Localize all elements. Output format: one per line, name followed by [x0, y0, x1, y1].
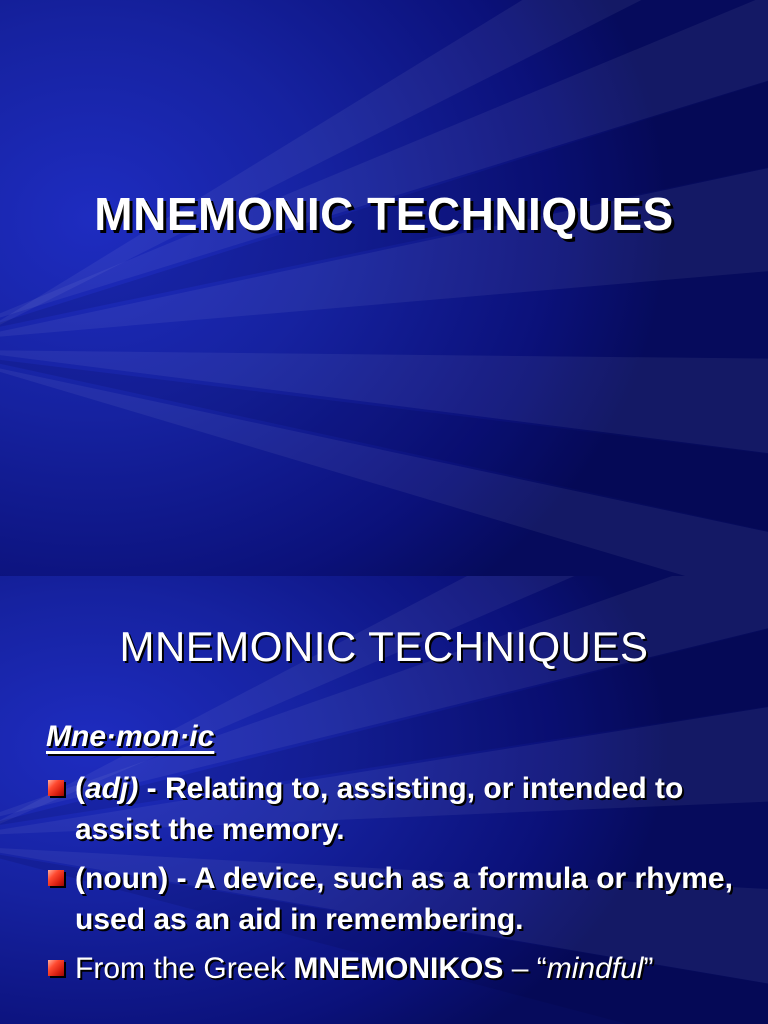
greek-word: MNEMONIKOS — [293, 952, 504, 985]
definition-slide — [0, 576, 768, 1024]
term-heading: Mne·mon·ic — [46, 720, 215, 753]
open-paren: ( — [75, 772, 85, 805]
etymology-dash: – “ — [503, 952, 547, 985]
closing-quote: ” — [643, 952, 654, 985]
etymology-lead: From the Greek — [75, 952, 294, 985]
red-square-bullet-icon — [48, 780, 64, 796]
list-item-noun — [46, 858, 746, 940]
slide-title: MNEMONIC TECHNIQUES — [119, 623, 649, 670]
red-square-bullet-icon — [48, 870, 64, 886]
red-square-bullet-icon — [48, 960, 64, 976]
list-item-adjective — [46, 768, 746, 850]
greek-meaning: mindful — [546, 952, 644, 985]
slide-title: MNEMONIC TECHNIQUES — [94, 188, 674, 240]
part-of-speech: adj) — [85, 772, 139, 805]
definition-text: - Relating to, assisting, or intended to assist the memory. — [75, 772, 684, 846]
list-item-etymology — [46, 948, 746, 989]
definition-list — [46, 768, 746, 997]
definition-text: (noun) - A device, such as a formula or rhyme, used as an aid in remembering. — [75, 862, 733, 936]
